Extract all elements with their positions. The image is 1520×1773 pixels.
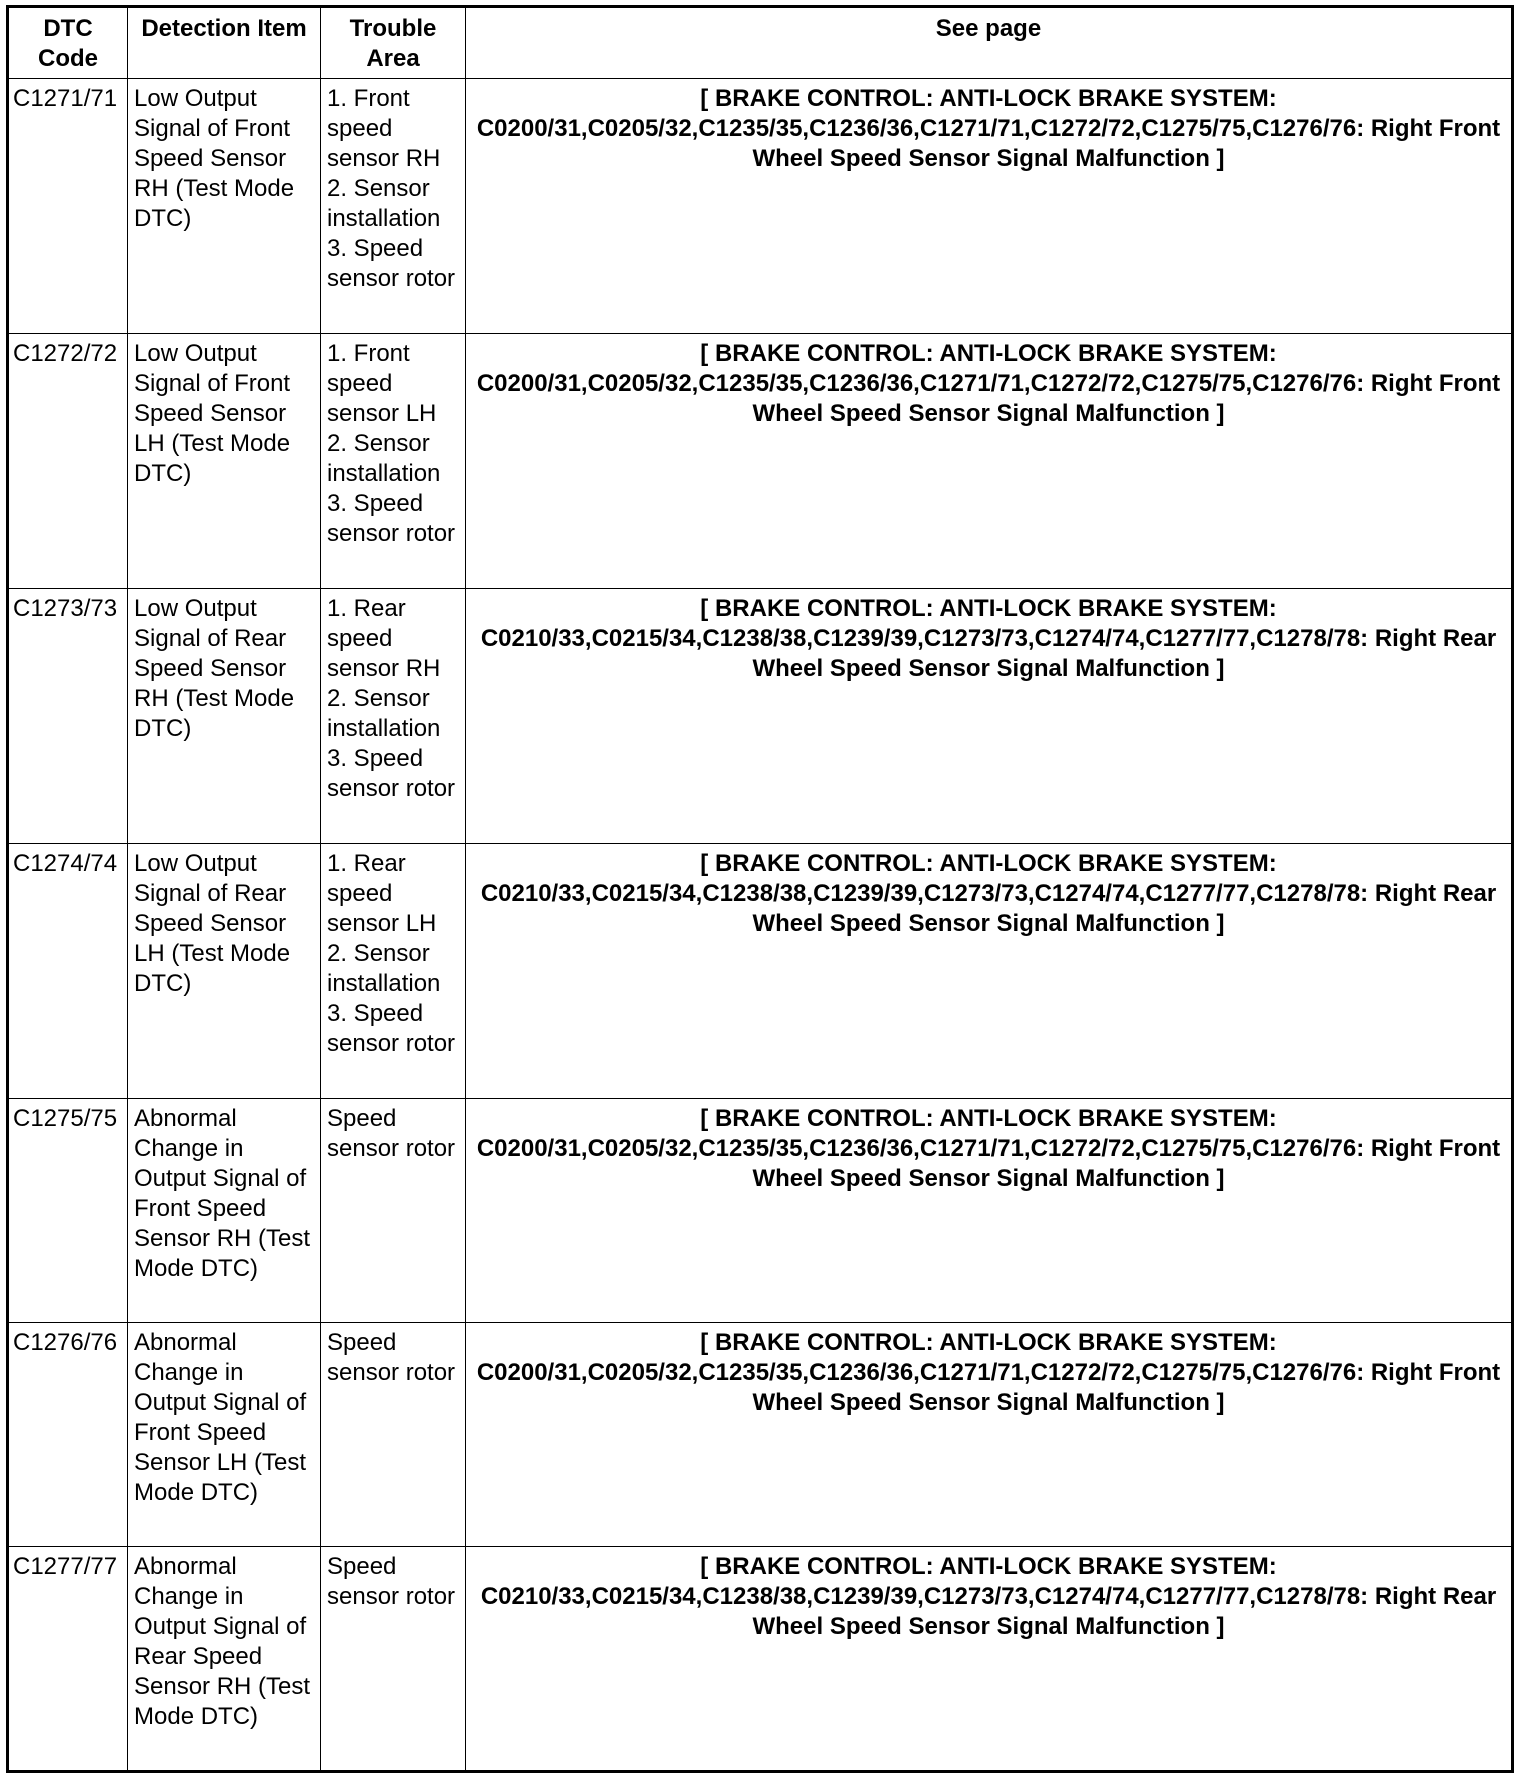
- trouble-area-line: 1. Rear speed sensor RH: [327, 595, 441, 682]
- header-see-page: See page: [466, 7, 1513, 79]
- see-page-link[interactable]: [ BRAKE CONTROL: ANTI-LOCK BRAKE SYSTEM: C0210/33,C0215/34,C1238/38,C1239/39,C1273/73,C1274/74,C1277/77,C1278/78: Right Rear Wheel Speed Sensor Signal Malfunction ]: [466, 589, 1513, 844]
- trouble-area-cell: [321, 334, 466, 589]
- detection-item-cell: Abnormal Change in Output Signal of Front Speed Sensor RH (Test Mode DTC): [128, 1099, 321, 1323]
- detection-item-cell: Low Output Signal of Rear Speed Sensor RH (Test Mode DTC): [128, 589, 321, 844]
- trouble-area-line: 2. Sensor installation: [327, 685, 441, 742]
- table-row: [8, 334, 1513, 589]
- trouble-area-line: 3. Speed sensor rotor: [327, 490, 456, 547]
- trouble-area-line: 2. Sensor installation: [327, 175, 441, 232]
- trouble-area-cell: [321, 589, 466, 844]
- see-page-link[interactable]: [ BRAKE CONTROL: ANTI-LOCK BRAKE SYSTEM: C0210/33,C0215/34,C1238/38,C1239/39,C1273/73,C1274/74,C1277/77,C1278/78: Right Rear Wheel Speed Sensor Signal Malfunction ]: [466, 844, 1513, 1099]
- see-page-link[interactable]: [ BRAKE CONTROL: ANTI-LOCK BRAKE SYSTEM: C0210/33,C0215/34,C1238/38,C1239/39,C1273/73,C1274/74,C1277/77,C1278/78: Right Rear Wheel Speed Sensor Signal Malfunction ]: [466, 1547, 1513, 1772]
- trouble-area-line: 3. Speed sensor rotor: [327, 745, 456, 802]
- trouble-area-line: 2. Sensor installation: [327, 430, 441, 487]
- dtc-table-container: [6, 5, 1514, 1773]
- dtc-code-cell: C1276/76: [8, 1323, 128, 1547]
- trouble-area-cell: [321, 1099, 466, 1323]
- detection-item-cell: Low Output Signal of Front Speed Sensor LH (Test Mode DTC): [128, 334, 321, 589]
- trouble-area-line: 3. Speed sensor rotor: [327, 235, 456, 292]
- header-trouble-area-line-2: Area: [366, 45, 420, 72]
- trouble-area-line: Speed sensor rotor: [327, 1329, 456, 1386]
- trouble-area-cell: [321, 1323, 466, 1547]
- dtc-table: [6, 5, 1514, 1773]
- table-header-row: [8, 7, 1513, 79]
- table-row: [8, 1547, 1513, 1772]
- header-detection-item: Detection Item: [128, 7, 321, 79]
- header-trouble-area-line-1: Trouble: [349, 15, 437, 42]
- see-page-link[interactable]: [ BRAKE CONTROL: ANTI-LOCK BRAKE SYSTEM: C0200/31,C0205/32,C1235/35,C1236/36,C1271/71,C1272/72,C1275/75,C1276/76: Right Front Wheel Speed Sensor Signal Malfunction ]: [466, 1099, 1513, 1323]
- table-row: [8, 844, 1513, 1099]
- header-dtc-code-line-1: DTC: [43, 15, 93, 42]
- table-row: [8, 1099, 1513, 1323]
- header-dtc-code: [8, 7, 128, 79]
- trouble-area-line: 1. Front speed sensor RH: [327, 85, 441, 172]
- see-page-link[interactable]: [ BRAKE CONTROL: ANTI-LOCK BRAKE SYSTEM: C0200/31,C0205/32,C1235/35,C1236/36,C1271/71,C1272/72,C1275/75,C1276/76: Right Front Wheel Speed Sensor Signal Malfunction ]: [466, 79, 1513, 334]
- dtc-code-cell: C1277/77: [8, 1547, 128, 1772]
- trouble-area-line: Speed sensor rotor: [327, 1105, 456, 1162]
- table-row: [8, 589, 1513, 844]
- header-dtc-code-line-2: Code: [38, 45, 98, 72]
- detection-item-cell: Low Output Signal of Front Speed Sensor RH (Test Mode DTC): [128, 79, 321, 334]
- trouble-area-cell: [321, 844, 466, 1099]
- table-row: [8, 1323, 1513, 1547]
- trouble-area-line: Speed sensor rotor: [327, 1553, 456, 1610]
- detection-item-cell: Abnormal Change in Output Signal of Front Speed Sensor LH (Test Mode DTC): [128, 1323, 321, 1547]
- dtc-code-cell: C1271/71: [8, 79, 128, 334]
- trouble-area-cell: [321, 1547, 466, 1772]
- see-page-link[interactable]: [ BRAKE CONTROL: ANTI-LOCK BRAKE SYSTEM: C0200/31,C0205/32,C1235/35,C1236/36,C1271/71,C1272/72,C1275/75,C1276/76: Right Front Wheel Speed Sensor Signal Malfunction ]: [466, 334, 1513, 589]
- header-trouble-area: [321, 7, 466, 79]
- see-page-link[interactable]: [ BRAKE CONTROL: ANTI-LOCK BRAKE SYSTEM: C0200/31,C0205/32,C1235/35,C1236/36,C1271/71,C1272/72,C1275/75,C1276/76: Right Front Wheel Speed Sensor Signal Malfunction ]: [466, 1323, 1513, 1547]
- dtc-code-cell: C1272/72: [8, 334, 128, 589]
- detection-item-cell: Low Output Signal of Rear Speed Sensor LH (Test Mode DTC): [128, 844, 321, 1099]
- table-row: [8, 79, 1513, 334]
- trouble-area-cell: [321, 79, 466, 334]
- trouble-area-line: 2. Sensor installation: [327, 940, 441, 997]
- trouble-area-line: 1. Front speed sensor LH: [327, 340, 437, 427]
- trouble-area-line: 1. Rear speed sensor LH: [327, 850, 437, 937]
- trouble-area-line: 3. Speed sensor rotor: [327, 1000, 456, 1057]
- dtc-code-cell: C1274/74: [8, 844, 128, 1099]
- dtc-code-cell: C1275/75: [8, 1099, 128, 1323]
- detection-item-cell: Abnormal Change in Output Signal of Rear Speed Sensor RH (Test Mode DTC): [128, 1547, 321, 1772]
- dtc-code-cell: C1273/73: [8, 589, 128, 844]
